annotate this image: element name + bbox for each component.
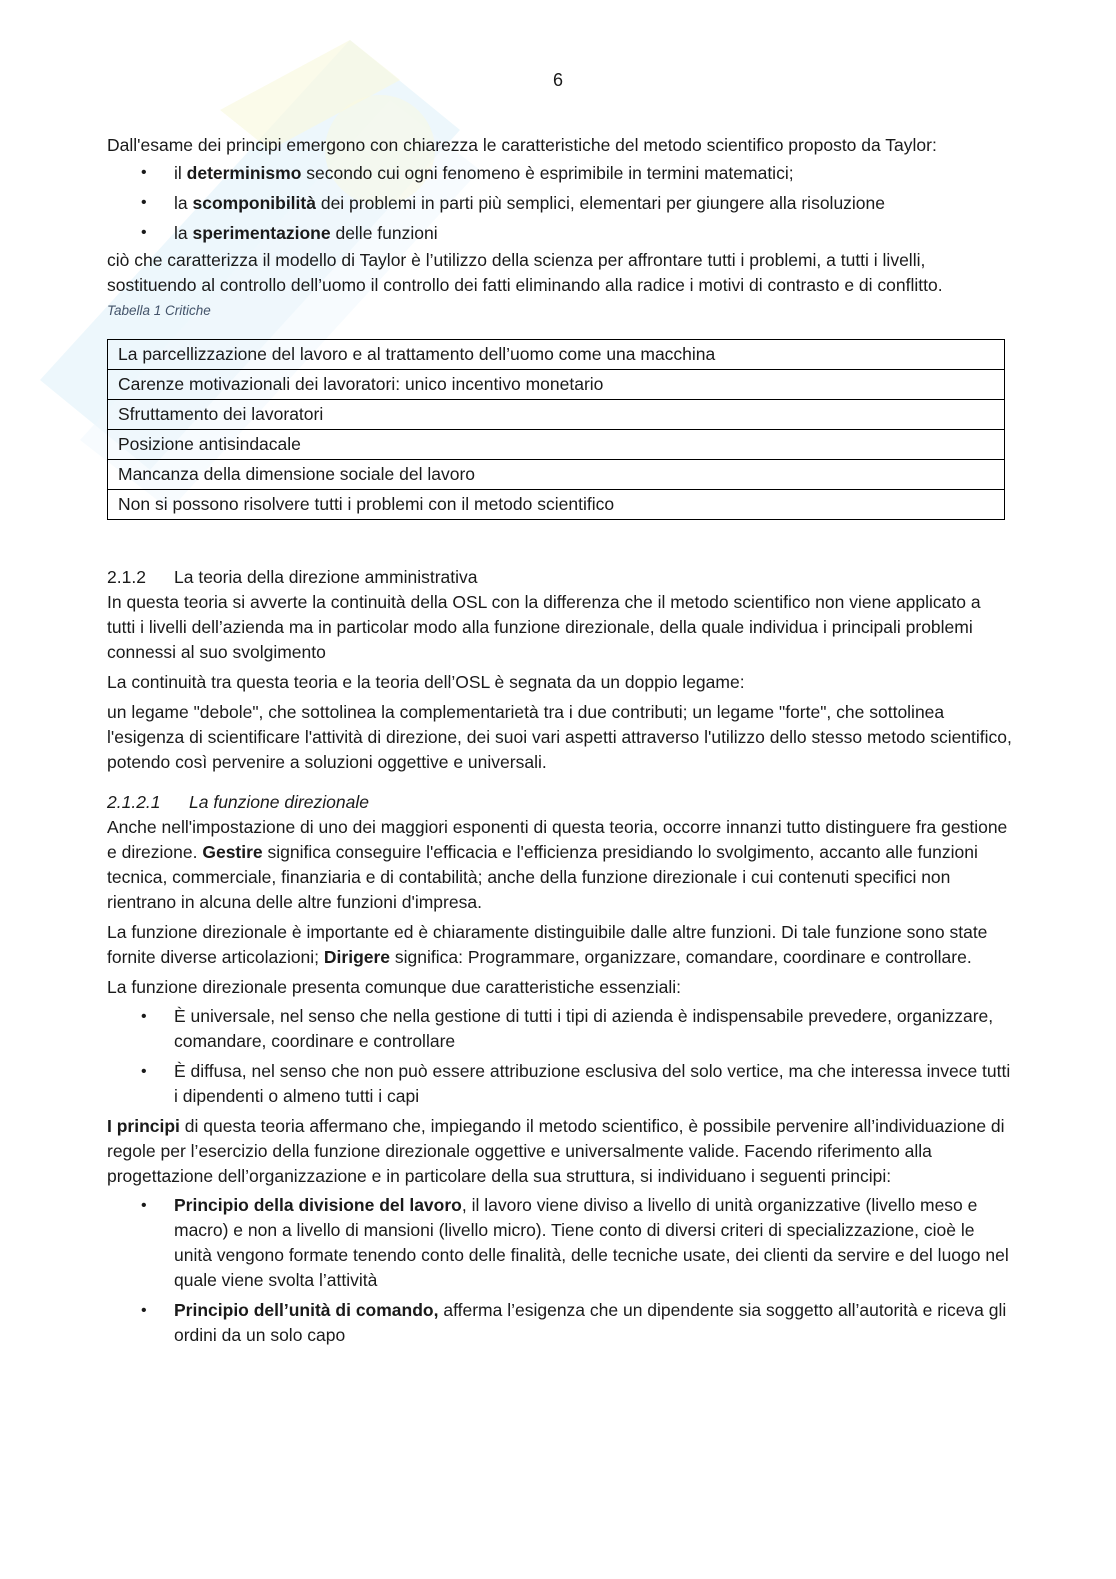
principles-paragraph: I principi di questa teoria affermano che, impiegando il metodo scientifico, è possibile pervenire all’individuazione di regole per l’esercizio della funzione direzionale oggettive e universalmente valide. Facendo riferimento alla progettazione dell’organizzazione e in particolare della sua struttura, si individuano i seguenti principi:	[107, 1116, 1005, 1186]
list-item: • la scomponibilità dei problemi in parti più semplici, elementari per giungere alla risoluzione	[107, 188, 1012, 218]
critiche-table	[107, 339, 1005, 520]
table-row	[108, 400, 1005, 430]
table-row	[108, 370, 1005, 400]
taylor-summary-paragraph: ciò che caratterizza il modello di Taylor è l’utilizzo della scienza per affrontare tutti i problemi, a tutti i livelli, sostituendo al controllo dell’uomo il controllo dei fatti eliminando alla radice i motivi di contrasto e di conflitto.	[107, 250, 943, 295]
table-row	[108, 490, 1005, 520]
table-cell: Posizione antisindacale	[108, 430, 1005, 460]
list-item: • Principio dell’unità di comando, afferma l’esigenza che un dipendente sia soggetto all’autorità e riceva gli ordini da un solo capo	[107, 1298, 1012, 1348]
list-item: • È diffusa, nel senso che non può essere attribuzione esclusiva del solo vertice, ma che interessa invece tutti i dipendenti o almeno tutti i capi	[107, 1059, 1012, 1109]
list-item: • Principio della divisione del lavoro, il lavoro viene diviso a livello di unità organizzative (livello meso e macro) e non a livello di mansioni (livello micro). Tiene conto di diversi criteri di specializzazione, cioè le unità vengono formate tenendo conto delle finalità, delle tecniche usate, dei clienti da servire e del luogo nel quale viene svolta l’attività	[107, 1193, 1012, 1293]
section-paragraph-3: un legame "debole", che sottolinea la complementarietà tra i due contributi; un legame "forte", che sottolinea l'esigenza di scientificare l'attività di direzione, dei suoi vari aspetti attraverso l'utilizzo dello stesso metodo scientifico, potendo così pervenire a soluzioni oggettive e universali.	[107, 702, 1012, 772]
table-row	[108, 430, 1005, 460]
taylor-characteristics-list	[107, 158, 1012, 248]
list-item: • il determinismo secondo cui ogni fenomeno è esprimibile in termini matematici;	[107, 158, 1012, 188]
intro-paragraph: Dall'esame dei principi emergono con chiarezza le caratteristiche del metodo scientifico proposto da Taylor:	[107, 135, 937, 155]
characteristics-list	[107, 1004, 1012, 1109]
section-paragraph-1: In questa teoria si avverte la continuità della OSL con la differenza che il metodo scientifico non viene applicato a tutti i livelli dell’azienda ma in particolar modo alla funzione direzionale, della quale individua i principali problemi connessi al suo svolgimento	[107, 592, 981, 662]
table-cell: La parcellizzazione del lavoro e al trattamento dell’uomo come una macchina	[108, 340, 1005, 370]
subsection-heading	[107, 789, 1012, 815]
subsection-number: 2.1.2.1	[107, 792, 161, 812]
subsection-paragraph-2: La funzione direzionale è importante ed è chiaramente distinguibile dalle altre funzioni. Di tale funzione sono state fornite diverse articolazioni; Dirigere significa: Programmare, organizzare, comandare, coordinare e controllare.	[107, 922, 988, 967]
subsection-paragraph-1: Anche nell'impostazione di uno dei maggiori esponenti di questa teoria, occorre innanzi tutto distinguere fra gestione e direzione. Gestire significa conseguire l'efficacia e l'efficienza presidiando lo svolgimento, accanto alle funzioni tecnica, commerciale, finanziaria e di contabilità; anche della funzione direzionale i cui contenuti specifici non rientrano in alcuna delle altre funzioni d'impresa.	[107, 817, 1008, 912]
table-row	[108, 460, 1005, 490]
section-heading	[107, 564, 1012, 590]
table-cell: Non si possono risolvere tutti i problemi con il metodo scientifico	[108, 490, 1005, 520]
section-title: La teoria della direzione amministrativa	[174, 567, 478, 587]
table-cell: Carenze motivazionali dei lavoratori: unico incentivo monetario	[108, 370, 1005, 400]
page-body	[107, 133, 1012, 1353]
subsection-paragraph-3: La funzione direzionale presenta comunque due caratteristiche essenziali:	[107, 977, 681, 997]
table-caption: Tabella 1 Critiche	[107, 303, 211, 318]
list-item: • È universale, nel senso che nella gestione di tutti i tipi di azienda è indispensabile prevedere, organizzare, comandare, coordinare e controllare	[107, 1004, 1012, 1054]
table-cell: Mancanza della dimensione sociale del lavoro	[108, 460, 1005, 490]
table-cell: Sfruttamento dei lavoratori	[108, 400, 1005, 430]
section-paragraph-2: La continuità tra questa teoria e la teoria dell’OSL è segnata da un doppio legame:	[107, 672, 745, 692]
section-number: 2.1.2	[107, 567, 146, 587]
table-row	[108, 340, 1005, 370]
subsection-title: La funzione direzionale	[189, 792, 369, 812]
list-item: • la sperimentazione delle funzioni	[107, 218, 1012, 248]
page-number: 6	[552, 70, 563, 90]
principles-list	[107, 1193, 1012, 1348]
